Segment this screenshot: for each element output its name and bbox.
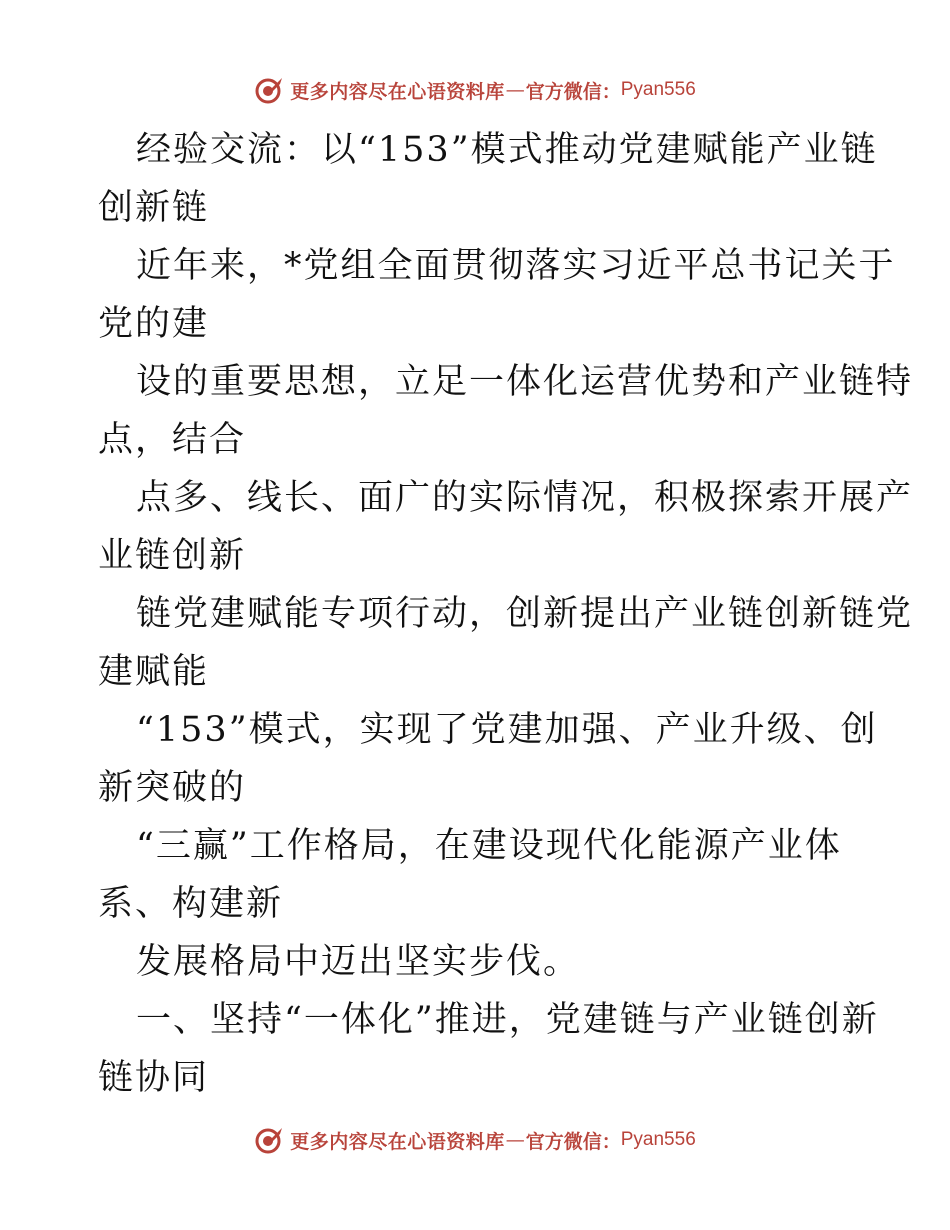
footer-wechat-label: 官方微信：: [525, 1130, 621, 1153]
text-line: “三赢”工作格局，在建设现代化能源产业体: [136, 826, 842, 866]
text-line: 设的重要思想，立足一体化运营优势和产业链特: [136, 362, 914, 402]
quill-logo-icon: [254, 1125, 284, 1155]
footer-banner-separator: —: [505, 1129, 525, 1151]
header-banner-separator: —: [505, 79, 525, 101]
footer-banner: [0, 1120, 950, 1160]
header-banner: [0, 70, 950, 110]
text-line: 新突破的: [98, 768, 247, 808]
text-line: “153”模式，实现了党建加强、产业升级、创: [136, 710, 878, 750]
text-line: 点多、线长、面广的实际情况，积极探索开展产: [136, 478, 914, 518]
header-wechat-label: 官方微信：: [525, 80, 621, 103]
header-wechat-id: Pyan556: [620, 79, 696, 100]
text-line: 点，结合: [98, 420, 247, 460]
footer-banner-text: 更多内容尽在心语资料库: [290, 1130, 505, 1153]
text-line: 创新链: [98, 188, 210, 228]
quill-logo-icon: [254, 75, 284, 105]
text-line: 业链创新: [98, 536, 247, 576]
text-line: 发展格局中迈出坚实步伐。: [136, 942, 581, 982]
text-line: 近年来，*党组全面贯彻落实习近平总书记关于: [136, 246, 896, 286]
footer-wechat-id: Pyan556: [620, 1129, 696, 1150]
text-line: 建赋能: [98, 652, 210, 692]
text-line: 链协同: [98, 1058, 210, 1098]
header-banner-text: 更多内容尽在心语资料库: [290, 80, 505, 103]
text-line: 系、构建新: [98, 884, 284, 924]
document-body: [98, 121, 914, 1107]
text-line: 党的建: [98, 304, 210, 344]
text-line: 一、坚持“一体化”推进，党建链与产业链创新: [136, 1000, 879, 1040]
text-line: 经验交流：以“153”模式推动党建赋能产业链: [136, 130, 878, 170]
text-line: 链党建赋能专项行动，创新提出产业链创新链党: [136, 594, 914, 634]
